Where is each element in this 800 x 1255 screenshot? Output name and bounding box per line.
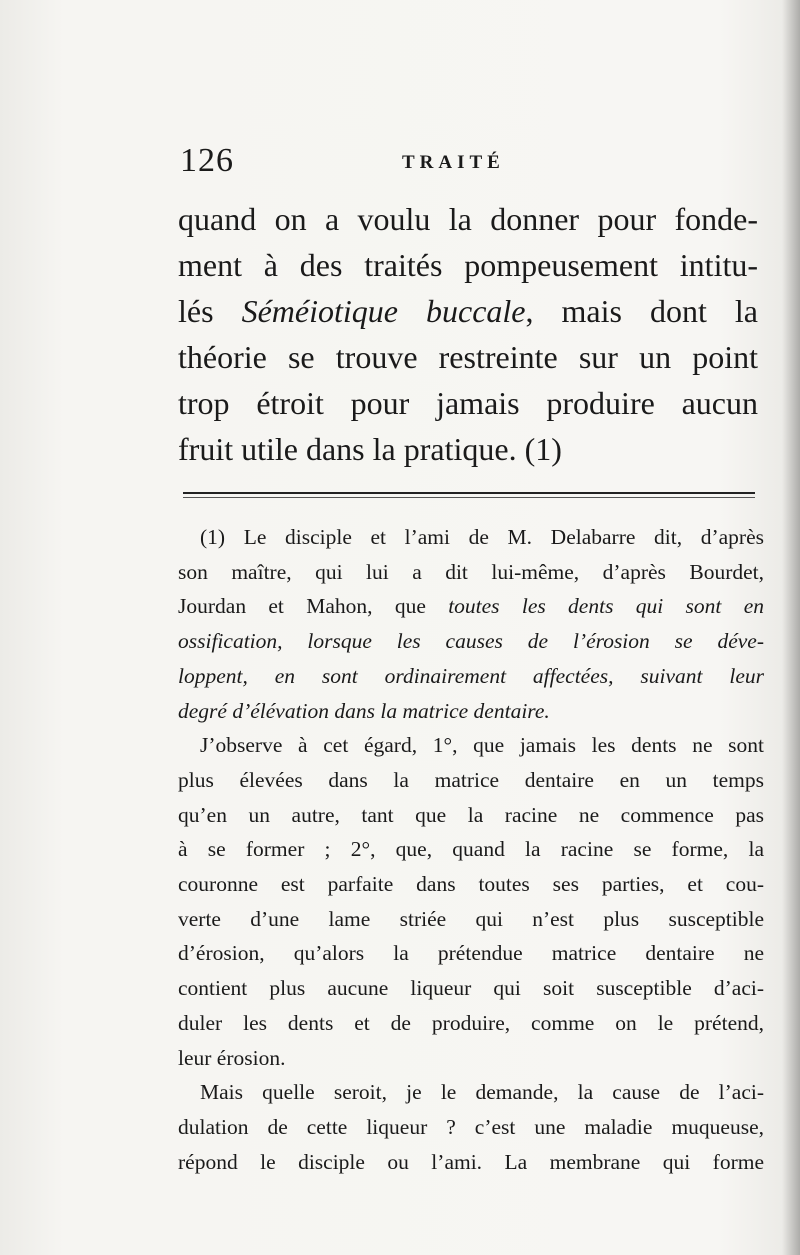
footnote-line: leur érosion. [178,1045,286,1070]
footnote-separator-rule-thin [183,497,755,498]
page-header [180,142,760,182]
footnote-line [178,589,764,624]
main-line: fruit utile dans la pratique. (1) [178,431,562,467]
footnote-line [178,624,764,659]
footnote-line: son maître, qui lui a dit lui-même, d’après Bourdet, [178,559,764,584]
quoted-italic: loppent, en sont ordinairement affectées, suivant leur [178,663,764,688]
quoted-italic: ossification, lorsque les causes de l’érosion se déve- [178,629,764,654]
footnote-line: couronne est parfaite dans toutes ses parties, et cou- [178,872,764,897]
footnote-block [178,520,764,1179]
main-line: théorie se trouve restreinte sur un point [178,339,758,375]
footnote-line [178,694,764,729]
main-line-segment: , mais dont la [525,293,759,329]
main-line-segment: lés [178,293,242,329]
footnote-line: verte d’une lame striée qui n’est plus susceptible [178,906,764,931]
footnote-line: plus élevées dans la matrice dentaire en un temps [178,767,764,792]
footnote-line: contient plus aucune liqueur qui soit susceptible d’aci- [178,976,764,1001]
footnote-line: qu’en un autre, tant que la racine ne commence pas [178,802,764,827]
footnote-line: à se former ; 2°, que, quand la racine se forme, la [178,837,764,862]
quoted-italic: toutes les dents qui sont en [448,594,764,619]
running-head: TRAITÉ [402,152,505,173]
main-text-block [178,196,758,472]
footnote-line: répond le disciple ou l’ami. La membrane qui forme [178,1149,764,1174]
main-line [178,288,758,334]
main-line: ment à des traités pompeusement intitu- [178,247,758,283]
footnote-line: duler les dents et de produire, comme on le prétend, [178,1010,764,1035]
page-number: 126 [180,142,234,179]
footnote-line-segment: Jourdan et Mahon, que [178,594,449,619]
footnote-line: (1) Le disciple et l’ami de M. Delabarre dit, d’après [200,525,764,549]
footnote-line: Mais quelle seroit, je le demande, la cause de l’aci- [200,1080,764,1105]
footnote-separator-rule [183,492,755,494]
main-line: trop étroit pour jamais produire aucun [178,385,758,421]
page-edge-shadow [782,0,800,1255]
main-line: quand on a voulu la donner pour fonde- [178,201,758,237]
quoted-italic: degré d’élévation dans la matrice dentaire. [178,698,550,723]
book-title-italic: Séméiotique buccale [241,293,526,329]
footnote-line: dulation de cette liqueur ? c’est une maladie muqueuse, [178,1114,764,1139]
footnote-line: d’érosion, qu’alors la prétendue matrice dentaire ne [178,941,764,966]
footnote-line [178,659,764,694]
footnote-line: J’observe à cet égard, 1°, que jamais les dents ne sont [200,733,764,758]
